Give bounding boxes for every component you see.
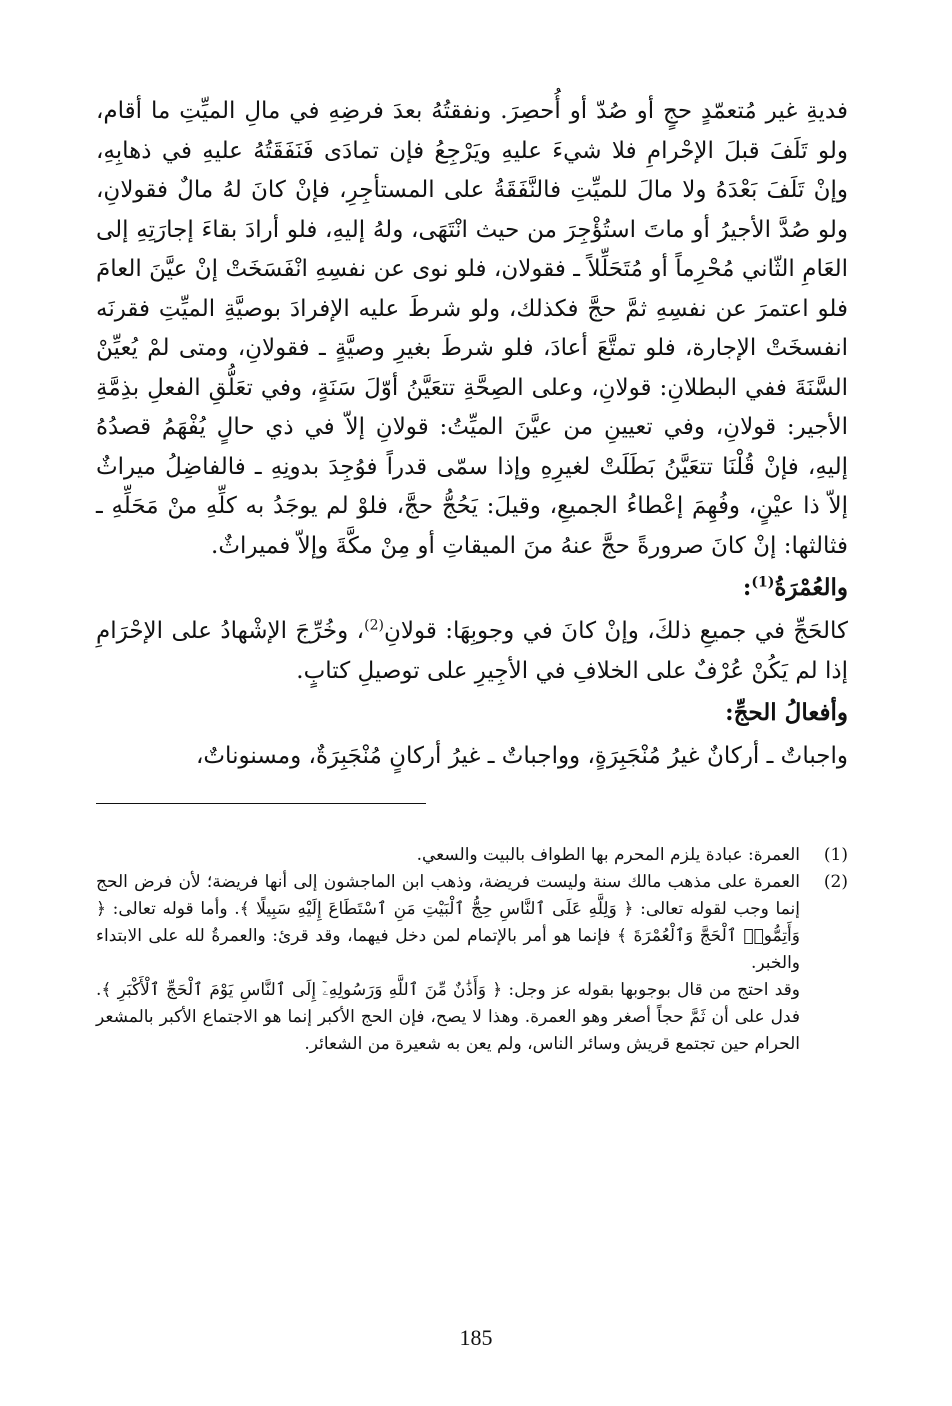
footnote-2 <box>96 869 848 1058</box>
paragraph-umrah-part-a: كالحَجِّ في جميعِ ذلكَ، وإنْ كانَ في وجوبِهَا: قولانِ <box>383 618 848 644</box>
main-text <box>96 92 848 777</box>
heading-umrah <box>96 568 848 608</box>
footnote-number: (1) <box>823 844 848 865</box>
footnote-1 <box>96 842 848 869</box>
page-content <box>96 92 848 1058</box>
heading-umrah-colon: : <box>742 574 752 601</box>
footnote-ref-2: (2) <box>364 617 384 634</box>
paragraph-umrah-part-b: ، وخُرِّجَ الإشْهادُ على الإحْرَامِ إذا لم يَكُنْ عُرْفٌ على الخلافِ في الأجِيرِ على توصيلِ كتابٍ. <box>96 618 848 684</box>
page-number: 185 <box>459 1325 493 1350</box>
footnote-body <box>96 842 800 869</box>
heading-hajj-acts: وأفعالُ الحجِّ: <box>725 699 848 726</box>
paragraph-umrah <box>96 612 848 691</box>
footnote-line: وقد احتج من قال بوجوبها بقوله عز وجل: ﴿ وَأَذَٰنٌ مِّنَ ٱللَّهِ وَرَسُولِهِۦٓ إِلَى ٱلنَّاسِ يَوْمَ ٱلْحَجِّ ٱلْأَكْبَرِ ﴾. فدل على أن ثَمَّ حجاً أصغر وهو العمرة. وهذا لا يصح، فإن الحج الأكبر إنما هو الاجتماع الأكبر بالمشعر الحرام حين تجتمع قريش وسائر الناس، ولم يعن به شعيرة من الشعائر. <box>96 979 800 1054</box>
footnote-line: العمرة: عبادة يلزم المحرم بها الطواف بالبيت والسعي. <box>416 844 800 865</box>
footnote-ref-1: (1) <box>751 574 775 591</box>
paragraph-hajj-acts: واجباتٌ ـ أركانٌ غيرُ مُنْجَبِرَةٍ، وواجباتٌ ـ غيرُ أركانٍ مُنْجَبِرَةٌ، ومسنوناتٌ، <box>195 743 848 769</box>
footnote-body <box>96 869 800 1058</box>
footnote-separator <box>96 803 426 804</box>
footnotes <box>96 842 848 1058</box>
paragraph-ijarah: فديةِ غير مُتعمّدٍ حجٍ أو صُدّ أو أُحصِرَ. ونفقتُهُ بعدَ فرضِهِ في مالِ الميِّتِ ما أقام، ولو تَلَفَ قبلَ الإحْرامِ فلا شيءَ عليهِ ويَرْجِعُ فإن تمادَى فَنَفَقَتُهُ عليهِ في ذهابِهِ، وإنْ تَلَفَ بَعْدَهُ ولا مالَ للميِّتِ فالنَّفَقَةُ على المستأجِرِ، فإنْ كانَ لهُ مالٌ فقولانِ، ولو صُدَّ الأجيرُ أو ماتَ استُؤْجِرَ من حيث انْتَهَى، ولهُ إليهِ، فلو أرادَ بقاءَ إجارَتِهِ إلى العَامِ الثّاني مُحْرِماً أو مُتَحَلِّلاً ـ فقولان، فلو نوى عن نفسِهِ انْفَسَخَتْ إنْ عيَّنَ العامَ فلو اعتمرَ عن نفسِهِ ثمَّ حجَّ فكذلك، ولو شرطَ عليه الإفرادَ بوصيَّةِ الميِّتِ فقرنَه انفسخَتْ الإجارة، فلو تمتَّعَ أعادَ، فلو شرطَ بغيرِ وصيَّةٍ ـ فقولانِ، ومتى لمْ يُعيِّنْ السَّنَةَ ففي البطلانِ: قولانِ، وعلى الصِحَّةِ تتعَيَّنُ أوّلَ سَنَةٍ، وفي تعَلُّقِ الفعلِ بذِمَّةِ الأجير: قولانِ، وفي تعيينِ من عيَّنَ الميِّتُ: قولانِ إلاّ في ذي حالٍ يُفْهَمُ قصدُهُ إليهِ، فإنْ قُلْنَا تتعَيَّنُ بَطَلَتْ لغيرِهِ وإذا سمّى قدراً فوُجِدَ بدونِهِ ـ فالفاضِلُ ميراثٌ إلاّ ذا عيْنٍ، وفُهِمَ إعْطاءُ الجميعِ، وقيلَ: يَحُجُّ حجَّ، فلوْ لم يوجَدُ به كلِّهِ منْ مَحَلِّهِ ـ فثالثها: إنْ كانَ صرورةً حجَّ عنهُ منَ الميقاتِ أو مِنْ مكَّةَ وإلاّ فميراثٌ. <box>96 98 848 559</box>
footnote-line: العمرة على مذهب مالك سنة وليست فريضة، وذهب ابن الماجشون إلى أنها فريضة؛ لأن فرض الحج إنما وجب لقوله تعالى: ﴿ وَلِلَّهِ عَلَى ٱلنَّاسِ حِجُّ ٱلْبَيْتِ مَنِ ٱسْتَطَاعَ إِلَيْهِ سَبِيلًا ﴾. وأما قوله تعالى: ﴿ وَأَتِمُّوا۟ ٱلْحَجَّ وَٱلْعُمْرَةَ ﴾ فإنما هو أمر بالإتمام لمن دخل فيهما، وقد قرئ: والعمرةُ لله على الابتداء والخبر. <box>96 871 800 973</box>
footnote-number: (2) <box>823 871 848 892</box>
heading-umrah-label: والعُمْرَةُ <box>774 574 848 601</box>
